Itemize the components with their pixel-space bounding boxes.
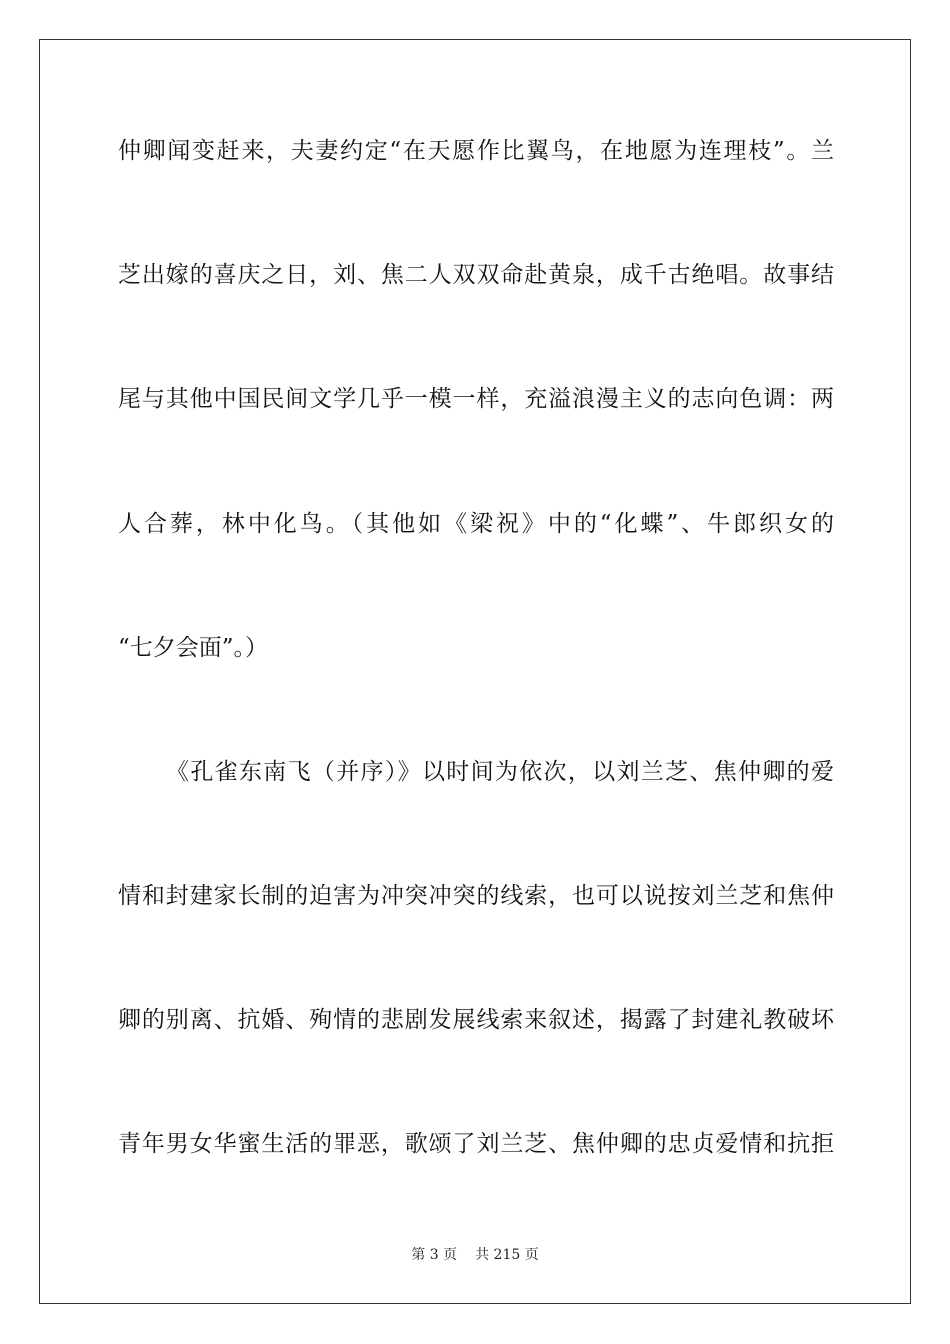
text-line-7: 情和封建家长制的迫害为冲突冲突的线索，也可以说按刘兰芝和焦仲 bbox=[118, 883, 834, 909]
page-footer bbox=[0, 1246, 950, 1264]
page-number: 第 3 页 bbox=[411, 1247, 458, 1263]
text-line-3: 尾与其他中国民间文学几乎一模一样，充溢浪漫主义的志向色调：两 bbox=[118, 386, 834, 412]
page-border bbox=[39, 39, 911, 1304]
text-line-2: 芝出嫁的喜庆之日，刘、焦二人双双命赴黄泉，成千古绝唱。故事结 bbox=[118, 262, 834, 288]
text-line-9: 青年男女华蜜生活的罪恶，歌颂了刘兰芝、焦仲卿的忠贞爱情和抗拒 bbox=[118, 1131, 834, 1157]
text-line-1: 仲卿闻变赶来，夫妻约定“在天愿作比翼鸟，在地愿为连理枝”。兰 bbox=[118, 138, 834, 164]
page-total: 共 215 页 bbox=[475, 1247, 539, 1263]
text-line-4: 人合葬，林中化鸟。（其他如《梁祝》中的“化蝶”、牛郎织女的 bbox=[118, 511, 834, 537]
paragraph-start-line: 《孔雀东南飞（并序）》以时间为依次，以刘兰芝、焦仲卿的爱 bbox=[166, 759, 834, 785]
text-line-8: 卿的别离、抗婚、殉情的悲剧发展线索来叙述，揭露了封建礼教破坏 bbox=[118, 1007, 834, 1033]
text-line-5: “七夕会面”。） bbox=[118, 635, 269, 661]
